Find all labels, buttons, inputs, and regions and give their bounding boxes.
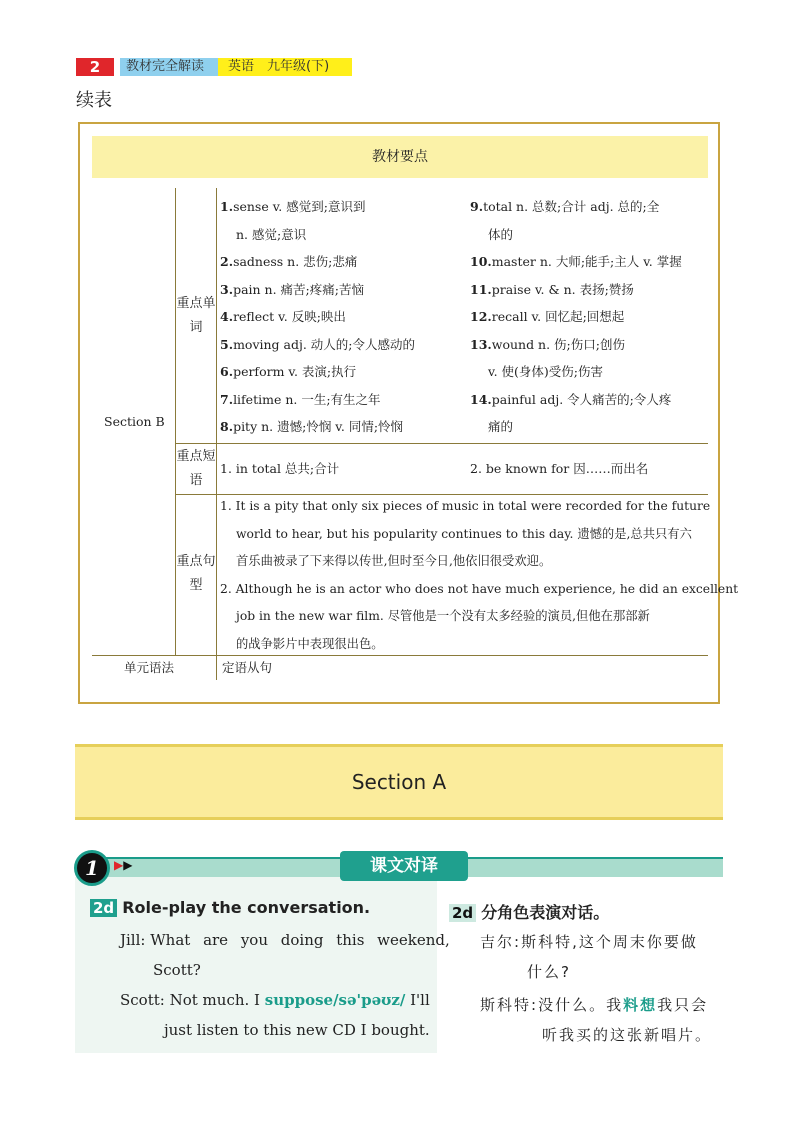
list-item: n. 感觉;意识 [236, 226, 307, 242]
item-number: 14. [470, 391, 492, 407]
item-text: sadness n. 悲伤;悲痛 [233, 254, 358, 269]
speaker: Scott: [120, 991, 165, 1009]
highlight-word: suppose/sə'pəʊz/ [264, 991, 406, 1009]
item-number: 7. [220, 391, 234, 407]
dialogue-line: 什么? [527, 963, 571, 981]
dialogue-line: I'll [405, 991, 430, 1009]
list-item [220, 358, 415, 386]
list-item [220, 248, 415, 276]
phrase-item: 1. in total 总共;合计 [220, 461, 340, 476]
item-text: sense v. 感觉到;意识到 [233, 199, 366, 214]
list-item: world to hear, but his popularity continues to this day. 遗憾的是,总共只有六 [236, 526, 692, 541]
list-item: 2. Although he is an actor who does not have much experience, he did an excellent [220, 581, 739, 596]
item-number: 13. [470, 336, 492, 352]
item-text: pain n. 痛苦;疼痛;苦恼 [233, 281, 364, 297]
exercise-title-zh: 分角色表演对话。 [481, 903, 610, 922]
list-item: 痛的 [488, 419, 514, 434]
item-text: painful adj. 令人痛苦的;令人疼 [491, 391, 672, 407]
item-text: total n. 总数;合计 adj. 总的;全 [483, 199, 660, 214]
item-number: 1. [220, 199, 234, 214]
item-text: recall v. 回忆起;回想起 [491, 309, 625, 324]
item-text: praise v. & n. 表扬;赞扬 [491, 281, 634, 297]
grammar-value: 定语从句 [222, 660, 273, 675]
item-text: perform v. 表演;执行 [233, 364, 357, 379]
subject-label: 英语 九年级(下) [218, 58, 352, 76]
speaker: 吉尔: [480, 933, 522, 951]
exercise-badge: 2d [90, 899, 117, 917]
list-item: 体的 [488, 226, 514, 242]
vocab-label: 重点单词 [176, 296, 216, 335]
item-text: reflect v. 反映;映出 [233, 309, 346, 324]
speaker: 斯科特: [480, 996, 539, 1014]
section-a-heading: Section A [75, 744, 723, 820]
item-number: 12. [470, 309, 492, 324]
list-item [220, 193, 415, 221]
divider [216, 188, 217, 680]
dialogue-line: 我只会 [657, 996, 709, 1014]
dialogue-line: Not much. I [169, 991, 265, 1009]
list-item: v. 使(身体)受伤;伤害 [488, 364, 603, 379]
list-item [220, 276, 415, 304]
sentence-list [220, 493, 738, 658]
phrase-item: 2. be known for 因……而出名 [470, 461, 649, 476]
divider [175, 443, 708, 444]
list-item [470, 193, 682, 221]
item-text: master n. 大师;能手;主人 v. 掌握 [491, 254, 682, 269]
item-number: 9. [470, 199, 484, 214]
list-item [220, 386, 415, 414]
lesson-number: 1 [74, 850, 110, 886]
arrow-icon: ▶▶ [114, 858, 133, 872]
item-number: 10. [470, 254, 492, 269]
list-item: job in the new war film. 尽管他是一个没有太多经验的演员,但他在那部新 [236, 609, 650, 623]
dialogue-line: What are you doing this weekend, [150, 931, 450, 949]
list-item: 的战争影片中表现很出色。 [236, 636, 384, 651]
vocab-right-list [470, 193, 682, 441]
list-item [470, 248, 682, 276]
list-item [470, 276, 682, 304]
series-title: 教材完全解读 [120, 58, 226, 76]
list-item [470, 386, 682, 414]
item-number: 3. [220, 281, 234, 297]
section-b-label: Section B [104, 414, 165, 429]
list-item [220, 413, 415, 441]
item-text: pity n. 遗憾;怜悯 v. 同情;怜悯 [233, 419, 404, 434]
dialogue-line: 斯科特,这个周末你要做 [521, 933, 698, 951]
table-title: 教材要点 [92, 136, 708, 178]
vocab-left-list [220, 193, 415, 441]
list-item [220, 303, 415, 331]
item-number: 6. [220, 364, 234, 379]
item-number: 8. [220, 419, 234, 434]
dialogue-line: 听我买的这张新唱片。 [542, 1026, 713, 1044]
page-number: 2 [76, 58, 114, 76]
list-item [220, 331, 415, 359]
item-text: wound n. 伤;伤口;创伤 [491, 336, 625, 352]
lesson-tab: 课文对译 [340, 851, 468, 881]
dialogue-line: just listen to this new CD I bought. [164, 1021, 430, 1039]
exercise-title: Role-play the conversation. [122, 898, 371, 917]
speaker: Jill: [120, 931, 146, 949]
list-item: 首乐曲被录了下来得以传世,但时至今日,他依旧很受欢迎。 [236, 554, 552, 568]
item-text: lifetime n. 一生;有生之年 [233, 391, 381, 407]
item-number: 4. [220, 309, 234, 324]
list-item [470, 303, 682, 331]
exercise-badge: 2d [449, 904, 476, 922]
grammar-label: 单元语法 [124, 660, 175, 675]
sentence-label: 重点句型 [176, 554, 216, 593]
continued-label: 续表 [76, 90, 112, 111]
item-number: 5. [220, 336, 234, 352]
item-number: 2. [220, 254, 234, 269]
phrase-label: 重点短语 [176, 449, 216, 488]
list-item [470, 331, 682, 359]
highlight-word: 料想 [623, 996, 658, 1014]
dialogue-line: Scott? [153, 961, 201, 979]
dialogue-line: 没什么。我 [538, 996, 624, 1014]
item-number: 11. [470, 281, 492, 297]
list-item: 1. It is a pity that only six pieces of music in total were recorded for the future [220, 499, 711, 513]
item-text: moving adj. 动人的;令人感动的 [233, 336, 416, 352]
